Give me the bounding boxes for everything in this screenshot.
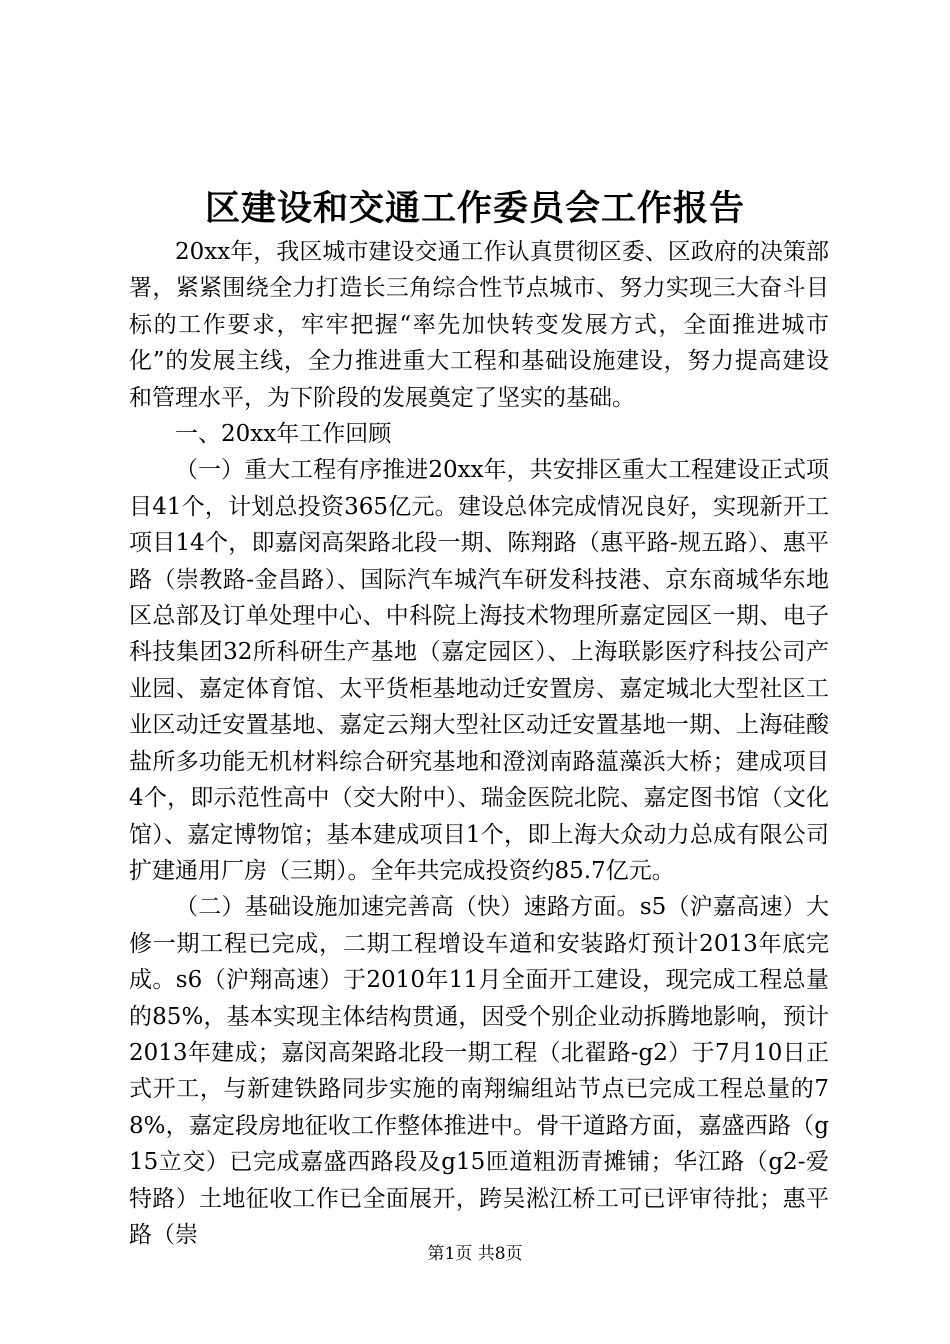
section-heading-review: 一、20xx年工作回顾 [175, 421, 392, 448]
paragraph-major-projects: （一）重大工程有序推进20xx年，共安排区重大工程建设正式项目41个，计划总投资365亿元。建设总体完成情况良好，实现新开工项目14个，即嘉闵高架路北段一期、陈翔路（惠平路-规五路）、惠平路（崇教路-金昌路）、国际汽车城汽车研发科技港、京东商城华东地区总部及订单处理中心、中科院上海技术物理所嘉定园区一期、电子科技集团32所科研生产基地（嘉定园区）、上海联影医疗科技公司产业园、嘉定体育馆、太平货柜基地动迁安置房、嘉定城北大型社区工业区动迁安置基地、嘉定云翔大型社区动迁安置基地一期、上海硅酸盐所多功能无机材料综合研究基地和澄浏南路蕰藻浜大桥；建成项目4个，即示范性高中（交大附中）、瑞金医院北院、嘉定图书馆（文化馆）、嘉定博物馆；基本建成项目1个，即上海大众动力总成有限公司扩建通用厂房（三期）。全年共完成投资约85.7亿元。 [129, 457, 829, 884]
document-title: 区建设和交通工作委员会工作报告 [204, 188, 745, 229]
page-number-footer: 第1页 共8页 [427, 1244, 523, 1264]
paragraph-intro: 20xx年，我区城市建设交通工作认真贯彻区委、区政府的决策部署，紧紧围绕全力打造长三角综合性节点城市、努力实现三大奋斗目标的工作要求，牢牢把握“率先加快转变发展方式，全面推进城市化”的发展主线，全力推进重大工程和基础设施建设，努力提高建设和管理水平，为下阶段的发展奠定了坚实的基础。 [129, 239, 829, 411]
document-body [129, 234, 829, 1253]
paragraph-infrastructure: （二）基础设施加速完善高（快）速路方面。s5（沪嘉高速）大修一期工程已完成，二期工程增设车道和安装路灯预计2013年底完成。s6（沪翔高速）于2010年11月全面开工建设，现完成工程总量的85%，基本实现主体结构贯通，因受个别企业动拆腾地影响，预计2013年建成；嘉闵高架路北段一期工程（北翟路-g2）于7月10日正式开工，与新建铁路同步实施的南翔编组站节点已完成工程总量的78%，嘉定段房地征收工作整体推进中。骨干道路方面，嘉盛西路（g15立交）已完成嘉盛西路段及g15匝道粗沥青摊铺；华江路（g2-爱特路）土地征收工作已全面展开，跨吴淞江桥工可已评审待批；惠平路（崇 [129, 894, 829, 1248]
